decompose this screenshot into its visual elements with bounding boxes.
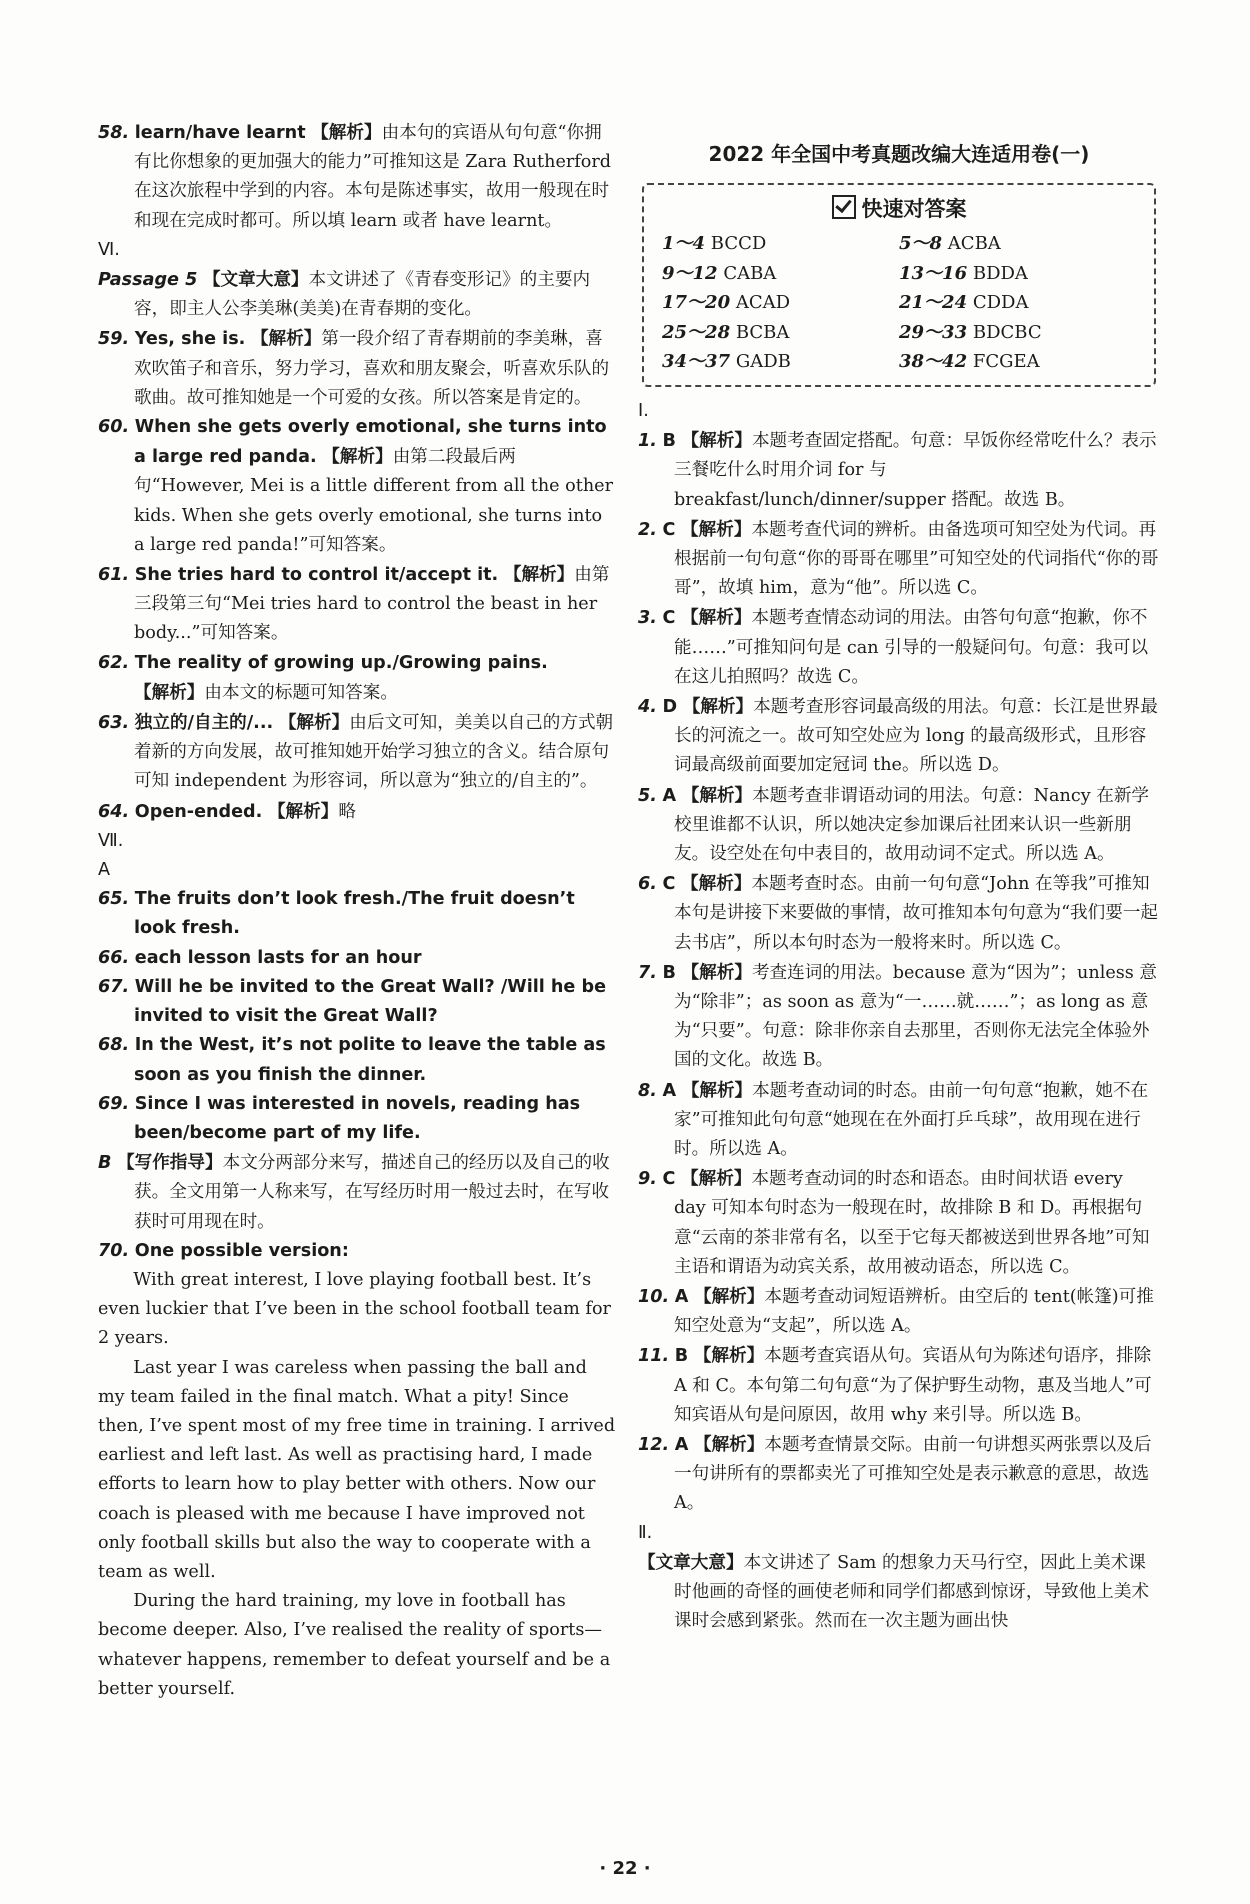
explanation-text: 本题考查动词短语辨析。由空后的 tent(帐篷)可推知空处意为“支起”，所以选 A。: [674, 1287, 1154, 1337]
question-range: 1～4: [662, 233, 706, 255]
item-number: 62.: [98, 652, 130, 673]
essay-paragraph: With great interest, I love playing football best. It’s even luckier that I’ve been in the school football team for 2 years.: [98, 1269, 611, 1349]
question-range: 9～12: [662, 262, 718, 284]
answer-letters: GADB: [735, 351, 791, 373]
explanation-text: 本题考查情态动词的用法。由答句句意“抱歉，你不能……”可推知问句是 can 引导的一般疑问句。句意：我可以在这儿拍照吗？故选 C。: [674, 608, 1149, 687]
section-marker: Ⅶ.: [98, 830, 124, 851]
answer-item: [98, 560, 618, 649]
answer-item: [638, 426, 1160, 515]
item-number: 8.: [638, 1080, 657, 1101]
answer-letters: ACBA: [947, 233, 1001, 255]
explanation-text: 本题考查动词的时态。由前一句句意“抱歉，她不在家”可推知此句句意“她现在在外面打乒乓球”，故用现在进行时。所以选 A。: [674, 1080, 1149, 1159]
answer-range-cell: [899, 260, 1136, 289]
analysis-tag: 【解析】: [267, 800, 339, 822]
explanation-text: 本题考查情景交际。由前一句讲想买两张票以及后一句讲所有的票都卖光了可推知空处是表示歉意的意思，故选 A。: [674, 1435, 1152, 1514]
answer-item: [98, 885, 618, 943]
item-number: 3.: [638, 608, 657, 629]
answer-text: The reality of growing up./Growing pains.: [134, 652, 548, 673]
answer-item: [98, 1090, 618, 1148]
answer-text: learn/have learnt: [134, 123, 306, 143]
item-number: 11.: [638, 1346, 670, 1367]
answer-text: A: [662, 785, 677, 806]
left-column: [98, 118, 618, 1704]
item-number: 69.: [98, 1093, 130, 1114]
section-marker: Ⅱ.: [638, 1522, 653, 1543]
item-number: 10.: [638, 1287, 670, 1307]
section-marker: Ⅵ.: [98, 239, 120, 260]
answer-item: [638, 692, 1160, 781]
analysis-tag: 【解析】: [681, 1079, 753, 1101]
answer-item: [638, 869, 1160, 958]
explanation-text: 本题考查代词的辨析。由备选项可知空处为代词。再根据前一句句意“你的哥哥在哪里”可知空处的代词指代“你的哥哥”，故填 him，意为“他”。所以选 C。: [674, 519, 1159, 599]
item-number: 63.: [98, 713, 130, 734]
answer-text: Since I was interested in novels, reading has been/become part of my life.: [134, 1093, 581, 1143]
item-number: 1.: [638, 431, 657, 452]
explanation-text: 考查连词的用法。because 意为“因为”；unless 意为“除非”；as soon as 意为“一……就……”；as long as 意为“只要”。句意：除非你亲自去那里，否则你无法完全体验外国的文化。故选 B。: [674, 962, 1157, 1071]
item-number: 6.: [638, 874, 657, 895]
answer-box-title-text: 快速对答案: [861, 197, 967, 222]
analysis-tag: 【解析】: [134, 681, 205, 703]
answer-text: B: [674, 1346, 689, 1367]
item-number: 68.: [98, 1035, 130, 1056]
paper-title: 2022 年全国中考真题改编大连适用卷(一): [708, 142, 1090, 166]
answer-range-cell: [899, 230, 1136, 259]
explanation-text: 由后文可知，美美以自己的方式朝着新的方向发展，故可推知她开始学习独立的含义。结合原句可知 independent 为形容词，所以意为“独立的/自主的”。: [134, 713, 614, 792]
answer-item: [98, 944, 618, 973]
question-range: 5～8: [899, 233, 943, 255]
answer-item: [638, 1076, 1160, 1165]
explanation-text: 本文讲述了 Sam 的想象力天马行空，因此上美术课时他画的奇怪的画使老师和同学们都感到惊讶，导致他上美术课时会感到紧张。然而在一次主题为画出快: [674, 1552, 1150, 1632]
answer-grid: [662, 230, 1136, 377]
answer-letters: FCGEA: [972, 351, 1040, 373]
analysis-tag: 【解析】: [681, 430, 752, 452]
quick-answer-box: [642, 183, 1156, 387]
answer-item: [638, 1164, 1160, 1282]
explanation-text: 本文讲述了《青春变形记》的主要内容，即主人公李美琳(美美)在青春期的变化。: [134, 270, 591, 320]
answer-text: A: [674, 1287, 689, 1307]
answer-item: [98, 973, 618, 1031]
answer-text: One possible version:: [134, 1240, 349, 1261]
essay-paragraph: During the hard training, my love in football has become deeper. Also, I’ve realised the reality of sports—whatever happens, remember to defeat yourself and be a better yourself.: [98, 1591, 611, 1699]
answer-text: B: [662, 962, 676, 983]
analysis-tag: 【解析】: [681, 1168, 752, 1190]
item-number: B: [98, 1153, 112, 1174]
answer-range-cell: [662, 289, 899, 318]
answer-text: each lesson lasts for an hour: [134, 947, 422, 968]
analysis-tag: 【解析】: [681, 784, 753, 806]
item-number: 5.: [638, 785, 657, 806]
answer-item: [98, 324, 618, 413]
answer-text: 独立的/自主的/...: [134, 713, 274, 734]
item-number: 70.: [98, 1240, 130, 1261]
explanation-text: 第一段介绍了青春期前的李美琳，喜欢吹笛子和音乐，努力学习，喜欢和朋友聚会，听喜欢乐队的歌曲。故可推知她是一个可爱的女孩。所以答案是肯定的。: [134, 329, 610, 408]
answer-range-cell: [662, 260, 899, 289]
answer-item: [638, 958, 1160, 1076]
question-range: 17～20: [662, 292, 731, 314]
answer-text: C: [662, 608, 676, 629]
answer-item: [638, 1282, 1160, 1341]
answer-item: [98, 797, 618, 827]
right-column: [638, 140, 1160, 1636]
answer-range-cell: [662, 319, 899, 348]
explanation-text: 由本句的宾语从句句意“你拥有比你想象的更加强大的能力”可推知这是 Zara Rutherford 在这次旅程中学到的内容。本句是陈述事实，故用一般现在时和现在完成时都可。所以填 learn 或者 have learnt。: [134, 123, 612, 231]
analysis-tag: 【解析】: [681, 873, 752, 895]
analysis-tag: 【解析】: [322, 446, 393, 468]
answer-letters: BCBA: [735, 321, 790, 343]
answer-text: B: [662, 431, 676, 452]
item-number: 61.: [98, 565, 130, 586]
explanation-text: 略: [338, 801, 356, 822]
analysis-tag: 【解析】: [681, 518, 752, 540]
analysis-tag: 【写作指导】: [117, 1152, 223, 1174]
page-number: · 22 ·: [599, 1858, 651, 1879]
analysis-tag: 【解析】: [311, 122, 382, 143]
item-number: Passage 5: [98, 270, 198, 291]
item-number: 59.: [98, 329, 130, 350]
answer-text: In the West, it’s not polite to leave the table as soon as you finish the dinner.: [134, 1035, 606, 1085]
answer-item: [638, 603, 1160, 692]
answer-item: [638, 515, 1160, 604]
question-range: 34～37: [662, 351, 731, 373]
item-number: 7.: [638, 962, 657, 983]
question-range: 13～16: [899, 262, 968, 284]
explanation-text: 本题考查时态。由前一句句意“John 在等我”可推知本句是讲接下来要做的事情，故可推知本句句意为“我们要一起去书店”，所以本句时态为一般将来时。所以选 C。: [674, 874, 1159, 953]
analysis-tag: 【解析】: [682, 695, 754, 717]
answer-box-title: [662, 195, 1136, 224]
analysis-tag: 【解析】: [278, 712, 350, 734]
answer-text: The fruits don’t look fresh./The fruit doesn’t look fresh.: [134, 889, 575, 939]
answer-text: C: [662, 1169, 676, 1190]
answer-letters: CABA: [723, 262, 777, 284]
explanation-text: 本题考查形容词最高级的用法。句意：长江是世界最长的河流之一。故可知空处应为 long 的最高级形式，且形容词最高级前面要加定冠词 the。所以选 D。: [674, 696, 1158, 776]
explanation-text: 由第二段最后两句“However, Mei is a little different from all the other kids. When she gets overly emotional, she turns into a large red panda!”可知答案。: [134, 447, 613, 555]
answer-letters: ACAD: [735, 292, 791, 314]
explanation-text: 本题考查非谓语动词的用法。句意：Nancy 在新学校里谁都不认识，所以她决定参加课后社团来认识一些新朋友。设空处在句中表目的，故用动词不定式。所以选 A。: [674, 785, 1150, 864]
answer-item: [98, 1148, 618, 1237]
answer-letters: CDDA: [972, 292, 1029, 314]
analysis-tag: 【文章大意】: [638, 1551, 744, 1573]
answer-letters: BDCBC: [972, 321, 1042, 343]
explanation-text: 本题考查宾语从句。宾语从句为陈述句语序，排除 A 和 C。本句第二句句意“为了保护野生动物，惠及当地人”可知宾语从句是问原因，故用 why 来引导。所以选 B。: [674, 1346, 1152, 1425]
answer-item: [98, 413, 618, 560]
explanation-text: 由本文的标题可知答案。: [204, 682, 398, 703]
answer-item: [98, 649, 618, 708]
item-number: 4.: [638, 696, 657, 717]
answer-range-cell: [662, 230, 899, 259]
answer-letters: BDDA: [972, 262, 1028, 284]
right-items: [638, 397, 1160, 1637]
analysis-tag: 【文章大意】: [202, 269, 309, 291]
item-number: 9.: [638, 1169, 657, 1190]
answer-text: When she gets overly emotional, she turns into a large red panda.: [134, 417, 607, 468]
answer-item: [98, 265, 618, 324]
analysis-tag: 【解析】: [681, 961, 752, 983]
answer-text: D: [662, 696, 678, 717]
answer-range-cell: [662, 348, 899, 377]
analysis-tag: 【解析】: [250, 328, 322, 350]
answer-item: [98, 708, 618, 797]
item-number: 12.: [638, 1435, 670, 1456]
answer-range-cell: [899, 319, 1136, 348]
answer-range-cell: [899, 348, 1136, 377]
essay-paragraph: Last year I was careless when passing the ball and my team failed in the final match. What a pity! Since then, I’ve spent most of my free time in training. I arrived earliest and left last. As well as practising hard, I made efforts to learn how to play better with others. Now our coach is pleased with me because I have improved not only football skills but also the way to cooperate with a team as well.: [98, 1357, 616, 1582]
analysis-tag: 【解析】: [693, 1434, 765, 1456]
answer-item: [638, 1430, 1160, 1519]
check-icon: [832, 195, 856, 219]
item-number: 2.: [638, 519, 657, 540]
answer-text: Open-ended.: [134, 801, 263, 822]
analysis-tag: 【解析】: [503, 564, 575, 586]
answer-range-cell: [899, 289, 1136, 318]
answer-item: [638, 1341, 1160, 1430]
answer-text: She tries hard to control it/accept it.: [134, 565, 499, 586]
analysis-tag: 【解析】: [681, 607, 752, 629]
answer-letters: BCCD: [710, 233, 767, 255]
answer-item: [98, 118, 618, 236]
answer-text: A: [674, 1435, 689, 1456]
section-marker: A: [98, 860, 111, 881]
answer-text: C: [662, 874, 676, 895]
answer-text: Will he be invited to the Great Wall? /Will he be invited to visit the Great Wall?: [134, 976, 607, 1027]
question-range: 38～42: [899, 351, 968, 373]
analysis-tag: 【解析】: [693, 1286, 765, 1307]
answer-item: [98, 1237, 618, 1266]
answer-text: Yes, she is.: [134, 329, 246, 350]
explanation-text: 本题考查固定搭配。句意：早饭你经常吃什么？表示三餐吃什么时用介词 for 与 breakfast/lunch/dinner/supper 搭配。故选 B。: [674, 431, 1157, 510]
item-number: 67.: [98, 976, 130, 997]
item-number: 60.: [98, 417, 130, 438]
item-number: 65.: [98, 889, 130, 910]
analysis-tag: 【解析】: [693, 1345, 765, 1367]
question-range: 21～24: [899, 292, 968, 314]
answer-item: [638, 1548, 1160, 1637]
question-range: 29～33: [899, 321, 968, 343]
item-number: 64.: [98, 801, 130, 822]
explanation-text: 本题考查动词的时态和语态。由时间状语 every day 可知本句时态为一般现在时，故排除 B 和 D。再根据句意“云南的茶非常有名，以至于它每天都被送到世界各地”可知主语和谓语为动宾关系，故用被动语态，所以选 C。: [674, 1169, 1150, 1277]
item-number: 66.: [98, 947, 130, 968]
explanation-text: 由第三段第三句“Mei tries hard to control the beast in her body...”可知答案。: [134, 565, 610, 644]
question-range: 25～28: [662, 321, 731, 343]
answer-text: A: [662, 1080, 677, 1101]
answer-text: C: [662, 519, 676, 540]
answer-item: [98, 1031, 618, 1089]
item-number: 58.: [98, 123, 130, 143]
explanation-text: 本文分两部分来写，描述自己的经历以及自己的收获。全文用第一人称来写，在写经历时用一般过去时，在写收获时可用现在时。: [134, 1153, 610, 1232]
section-marker: Ⅰ.: [638, 400, 649, 421]
answer-item: [638, 781, 1160, 870]
